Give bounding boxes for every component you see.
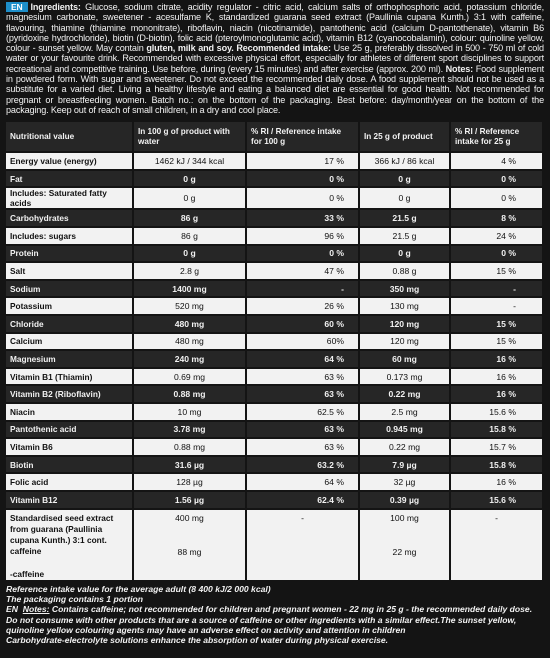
nutrient-value: 60% [247, 334, 360, 350]
nutrient-value: 0.945 mg [360, 422, 451, 438]
table-row [6, 422, 544, 438]
nutrient-value: 366 kJ / 86 kcal [360, 153, 451, 169]
nutrient-value: 4 % [451, 153, 544, 169]
nutrient-value: 24 % [451, 228, 544, 244]
intake-text: Use 25 g, preferably dissolved in 500 - 750 ml of cold water or your favourite drink. Recommended with excessive physical effort, especially for athletes of different sport disciplines to support recreational and competitive training. Use before, during (every 15 minutes) and after exercise (approx. 200 ml). [6, 43, 544, 74]
nutrient-value: - [451, 281, 544, 297]
nutrient-value: - [247, 281, 360, 297]
nutrient-name: Includes: sugars [6, 228, 134, 244]
nutrient-value: 0.88 mg [134, 386, 247, 402]
table-row [6, 281, 544, 297]
nutrient-name: Vitamin B1 (Thiamin) [6, 369, 134, 385]
nutrient-value: 7.9 µg [360, 457, 451, 473]
table-row [6, 351, 544, 367]
nutrient-name: Sodium [6, 281, 134, 297]
nutrient-value: 15.6 % [451, 404, 544, 420]
note-label: Notes: [22, 604, 50, 615]
nutrient-value: 128 µg [134, 474, 247, 490]
nutrient-value: 21.5 g [360, 228, 451, 244]
notes-label: Notes: [445, 63, 474, 74]
nutrient-value: 47 % [247, 263, 360, 279]
electrolyte-note: Carbohydrate-electrolyte solutions enhance the absorption of water during physical exercise. [6, 635, 389, 646]
caffeine-100g: 88 mg [177, 546, 202, 557]
nutrient-name: Protein [6, 246, 134, 262]
nutrient-name: Pantothenic acid [6, 422, 134, 438]
nutrient-name: Salt [6, 263, 134, 279]
nutrient-name: Includes: Saturated fatty acids [6, 188, 134, 208]
table-row [6, 316, 544, 332]
nutrient-value: 2.5 mg [360, 404, 451, 420]
nutrient-value: 350 mg [360, 281, 451, 297]
header-nutritional-value: Nutritional value [6, 122, 134, 151]
nutrient-value: 64 % [247, 474, 360, 490]
intake-label: Recommended intake: [236, 43, 331, 54]
caffeine-note [6, 604, 544, 635]
nutrient-value: - [247, 510, 360, 580]
nutrient-value: 31.6 µg [134, 457, 247, 473]
nutrient-name: Niacin [6, 404, 134, 420]
nutrient-value: 63.2 % [247, 457, 360, 473]
nutrient-name [6, 510, 134, 580]
nutrient-value: 1400 mg [134, 281, 247, 297]
nutrient-value: 96 % [247, 228, 360, 244]
nutrient-value: 2.8 g [134, 263, 247, 279]
ingredients-label: Ingredients: [30, 2, 81, 12]
note-lang: EN [6, 604, 18, 615]
nutrient-value: 32 µg [360, 474, 451, 490]
nutrient-value: 0 g [134, 246, 247, 262]
nutrient-value: 0.173 mg [360, 369, 451, 385]
nutrient-value: 63 % [247, 422, 360, 438]
table-row [6, 263, 544, 279]
table-row [6, 188, 544, 208]
nutrient-value: 0.69 mg [134, 369, 247, 385]
nutrient-value: - [451, 510, 544, 580]
nutrient-value: 10 mg [134, 404, 247, 420]
guarana-25g: 100 mg [390, 512, 419, 523]
nutrient-value: 0.88 mg [134, 439, 247, 455]
portion-note: The packaging contains 1 portion [6, 594, 144, 605]
nutrition-table [6, 120, 544, 581]
guarana-100g: 400 mg [175, 512, 204, 523]
nutrient-value: 15.6 % [451, 492, 544, 508]
table-row [6, 210, 544, 226]
nutrient-value: 63 % [247, 439, 360, 455]
nutrient-value: 0 g [134, 171, 247, 187]
nutrient-value: 15 % [451, 316, 544, 332]
table-row [6, 404, 544, 420]
nutrient-name: Vitamin B2 (Riboflavin) [6, 386, 134, 402]
nutrient-value: 15 % [451, 263, 544, 279]
nutrient-name: Vitamin B6 [6, 439, 134, 455]
table-row [6, 298, 544, 314]
notes-text: Food supplement in powdered form. With sugar and sweetener. Do not exceed the recommended daily dose. A food supplement should not be used as a substitute for a varied diet. Living a healthy lifestyle and eating a balanced diet are essential for good health. Not recommended for pregnant or breastfeeding women. Batch no.: on the bottom of the packaging. Best before: day/month/year on the bottom of the packaging. Keep out of reach of small children, in a dry and cool place. [6, 63, 544, 115]
nutrient-value: 15 % [451, 334, 544, 350]
nutrient-value: 3.78 mg [134, 422, 247, 438]
nutrient-name: Chloride [6, 316, 134, 332]
table-row [6, 153, 544, 169]
nutrient-value: 0 % [247, 188, 360, 208]
table-row [6, 334, 544, 350]
ingredients-block [6, 2, 544, 115]
nutrient-value: 62.4 % [247, 492, 360, 508]
nutrient-name: Calcium [6, 334, 134, 350]
header-per-25g: In 25 g of product [360, 122, 451, 151]
nutrient-name: Folic acid [6, 474, 134, 490]
nutrient-value: 0 g [360, 246, 451, 262]
caffeine-name: -caffeine [10, 568, 45, 579]
nutrient-value: 0 % [451, 188, 544, 208]
nutrient-value: 86 g [134, 228, 247, 244]
nutrient-value [134, 510, 247, 580]
nutrient-value: 1462 kJ / 344 kcal [134, 153, 247, 169]
nutrient-value: 120 mg [360, 334, 451, 350]
nutrient-value: 63 % [247, 369, 360, 385]
nutrient-value: 0.88 g [360, 263, 451, 279]
table-body [6, 153, 544, 579]
nutrient-value: 16 % [451, 474, 544, 490]
nutrient-value [360, 510, 451, 580]
nutrient-value: 15.7 % [451, 439, 544, 455]
nutrient-value: 60 mg [360, 351, 451, 367]
nutrient-value: 64 % [247, 351, 360, 367]
table-row [6, 228, 544, 244]
nutrient-value: 0 g [360, 171, 451, 187]
nutrient-value: 33 % [247, 210, 360, 226]
nutrient-value: 8 % [451, 210, 544, 226]
nutrient-name: Biotin [6, 457, 134, 473]
nutrient-value: 520 mg [134, 298, 247, 314]
nutrient-value: 0 % [247, 171, 360, 187]
nutrient-value: 16 % [451, 351, 544, 367]
table-row-guarana [6, 510, 544, 580]
table-row [6, 171, 544, 187]
table-row [6, 246, 544, 262]
ingredients-text: Glucose, sodium citrate, acidity regulator - citric acid, calcium salts of orthophosphoric acid, potassium chloride, magnesium carbonate, sweetener - acesulfame K, standardized guarana seed extract (Paullinia cupana Kunth.) 3:1 with caffeine, flavouring, thiamine (thiamine mononitrate), riboflavin, niacin (nicotinamide), pantothenic acid (calcium D-pantothenate), vitamin B6 (pyridoxine hydrochloride), biotin (D-biotin), folic acid (pteroylmonoglutamic acid), vitamin B12 (cyanocobalamin), colour: quinoline yellow, colour - sunset yellow. May contain [6, 2, 544, 54]
language-badge: EN [6, 2, 28, 12]
nutrient-value: 0 % [451, 171, 544, 187]
table-row [6, 386, 544, 402]
nutrient-value: 0.39 µg [360, 492, 451, 508]
table-row [6, 457, 544, 473]
table-row [6, 439, 544, 455]
caffeine-25g: 22 mg [392, 546, 417, 557]
nutrient-value: 480 mg [134, 334, 247, 350]
nutrient-name: Magnesium [6, 351, 134, 367]
nutrient-value: 120 mg [360, 316, 451, 332]
nutrient-value: 17 % [247, 153, 360, 169]
nutrient-value: 0.22 mg [360, 439, 451, 455]
table-row [6, 474, 544, 490]
header-ri-100g: % RI / Reference intake for 100 g [247, 122, 360, 151]
nutrient-name: Energy value (energy) [6, 153, 134, 169]
nutrient-value: 86 g [134, 210, 247, 226]
header-per-100g: In 100 g of product with water [134, 122, 247, 151]
reference-intake-note: Reference intake value for the average adult (8 400 kJ/2 000 kcal) [6, 584, 271, 594]
nutrient-value: 16 % [451, 386, 544, 402]
nutrient-name: Fat [6, 171, 134, 187]
nutrient-value: 60 % [247, 316, 360, 332]
note-text: Contains caffeine; not recommended for children and pregnant women - 22 mg in 25 g - the recommended daily dose. Do not consume with other products that are a source of caffeine or other ingredients with a similar effect.The sunset yellow, quinoline yellow colouring agents may have an adverse effect on activity and attention in children [6, 604, 533, 635]
nutrient-value: 130 mg [360, 298, 451, 314]
nutrient-value: 26 % [247, 298, 360, 314]
header-ri-25g: % RI / Reference intake for 25 g [451, 122, 544, 151]
nutrient-value: 21.5 g [360, 210, 451, 226]
footer-notes [6, 584, 544, 645]
nutrient-value: 0 % [451, 246, 544, 262]
nutrient-value: 63 % [247, 386, 360, 402]
nutrient-value: 16 % [451, 369, 544, 385]
nutrient-name: Carbohydrates [6, 210, 134, 226]
nutrient-value: 0 g [360, 188, 451, 208]
nutrient-value: - [451, 298, 544, 314]
nutrient-value: 1.56 µg [134, 492, 247, 508]
nutrient-value: 15.8 % [451, 422, 544, 438]
nutrient-value: 0 % [247, 246, 360, 262]
nutrient-name: Potassium [6, 298, 134, 314]
nutrient-value: 0 g [134, 188, 247, 208]
nutrient-value: 15.8 % [451, 457, 544, 473]
nutrient-value: 0.22 mg [360, 386, 451, 402]
allergens-text: gluten, milk and soy. [146, 43, 234, 54]
nutrient-value: 62.5 % [247, 404, 360, 420]
table-header-row [6, 122, 544, 151]
nutrient-value: 480 mg [134, 316, 247, 332]
table-row [6, 492, 544, 508]
nutrient-name: Vitamin B12 [6, 492, 134, 508]
nutrient-value: 240 mg [134, 351, 247, 367]
table-row [6, 369, 544, 385]
guarana-name: Standardised seed extract from guarana (Paullinia cupana Kunth.) 3:1 cont. caffeine [10, 512, 114, 556]
